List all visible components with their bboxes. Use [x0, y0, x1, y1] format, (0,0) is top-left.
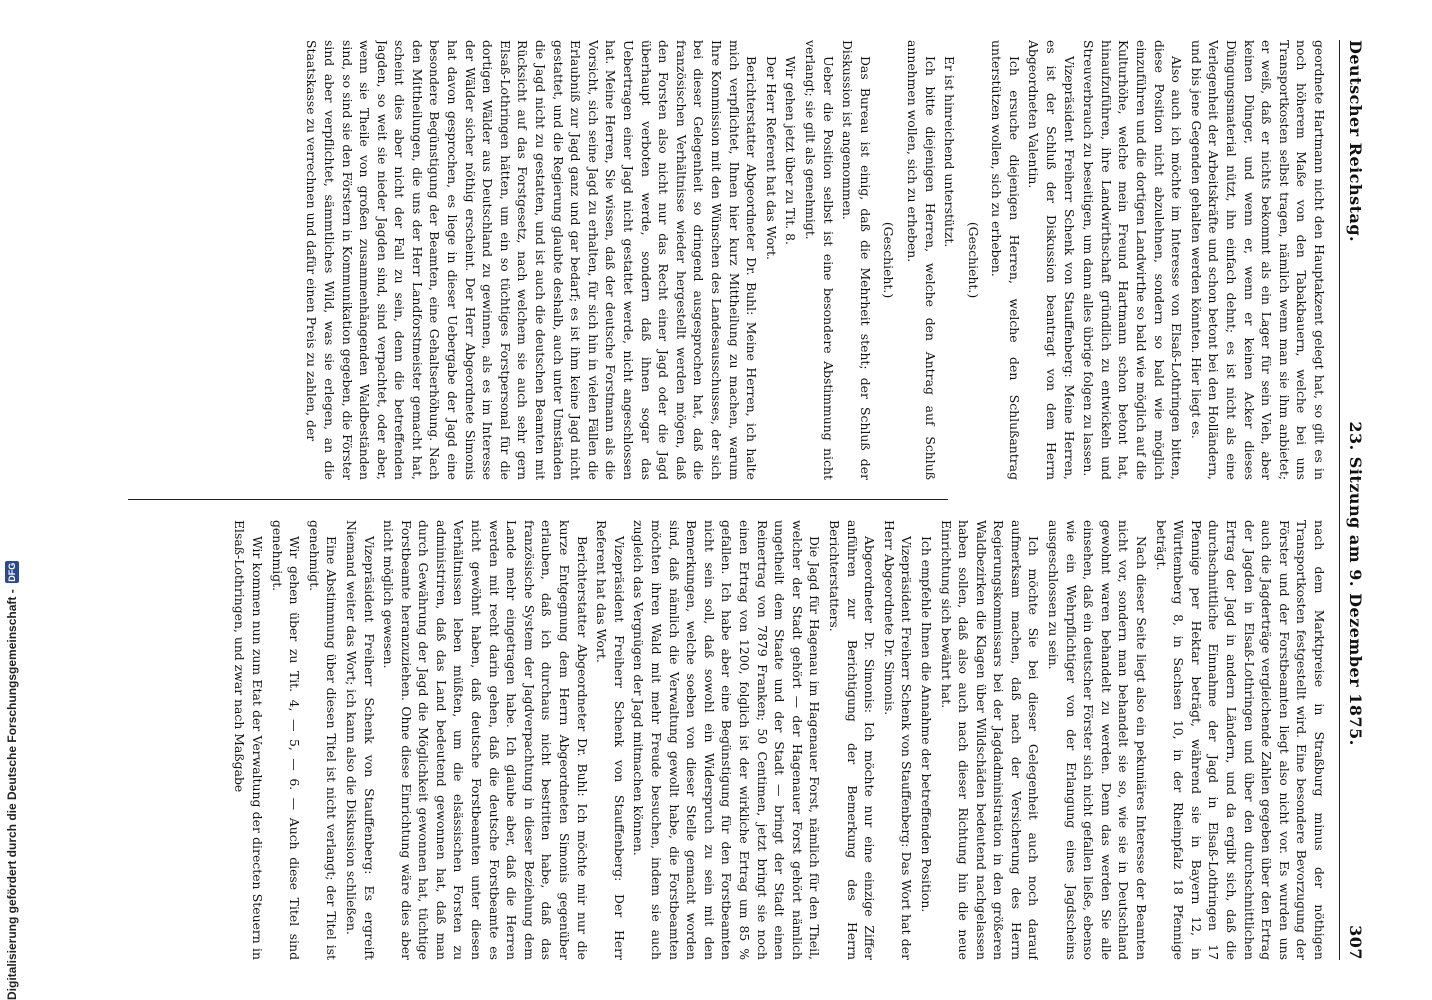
paragraph: nach dem Marktpreise in Straßburg minus der nöthigen Transportkosten festgestellt wird. Eine besondere Bevorzugung der Förster und der Forstbeamten liegt also nicht vor. Es wurden uns auch die Jagderträge vergleichende Zahlen gegeben über den Ertrag der Jagden in Elsaß-Lothringen und über den durchschnittlichen Ertrag der Jagd in andern Ländern, und da ergibt sich, daß die durchschnittliche Einnahme der Jagd in Elsaß-Lothringen 17 Pfennige per Hektar beträgt, während sie in Bayern 12, in Württemberg 8, in Sachsen 10, in der Rheinpfalz 18 Pfennige beträgt.: [1153, 520, 1327, 960]
digitization-credit: [2, 0, 22, 1000]
paragraph: Wir kommen nun zum Etat der Verwaltung der directen Steuern in Elsaß-Lothringen, und zwar nach Maßgabe: [232, 520, 265, 960]
paragraph: Ich möchte Sie bei dieser Gelegenheit auch noch darauf aufmerksam machen, daß nach der Versicherung des Herrn Regierungskommissars bei der Jagdadministration in den größeren Waldbezirken die Klagen über Wildschäden bedeutend nachgelassen haben sollen, daß also auch nach dieser Richtung hin die neue Einrichtung sich bewährt hat.: [938, 520, 1042, 960]
paragraph: Vizepräsident Freiherr Schenk von Stauffenberg: Der Herr Referent hat das Wort.: [594, 520, 627, 960]
header-publication: Deutscher Reichstag.: [1346, 40, 1365, 243]
stage-direction: (Geschieht.): [881, 221, 897, 299]
paragraph: Ich bitte diejenigen Herren, welche den Antrag auf Schluß annehmen wollen, sich zu erheben.: [904, 40, 938, 480]
stage-direction: (Geschieht.): [965, 221, 981, 299]
paragraph: Berichterstatter Abgeordneter Dr. Buhl: Ich möchte mir nur die kurze Entgegnung dem Herrn Abgeordneten Simonis gegenüber erlauben, daß ich durchaus nicht bestritten habe, daß das französische System der Jagdverpachtung in dieser Beziehung dem Lande mehr eingetragen habe. Ich glaube aber, daß die Herren werden mit recht darin gehen, daß die deutsche Forstbeamte es nicht gewöhnt haben, daß deutsche Forstbeamten unter diesen Verhältnissen leben müßten, um die elsässischen Forsten zu administriren, daß das Land bedeutend gewonnen hat, daß man durch Gewährung der Jagd die Möglichkeit gewonnen hat, tüchtige Forstbeamte heranzuziehen. Ohne diese Einrichtung wäre dies aber nicht möglich gewesen.: [381, 520, 590, 960]
left-column: [128, 40, 1328, 480]
paragraph: Die Jagd für Hagenau im Hagenauer Forst, nämlich für den Theil, welcher der Stadt gehört — der Hagenauer Forst gehört nämlich ungetheilt dem Staate und der Stadt — bringt der Stadt einen Reinertrag von 7879 Franken; 50 Centimen, jetzt bringt sie noch einen Ertrag von 1200, folglich ist der wirkliche Ertrag um 85 % gefallen. Ich habe aber eine Begünstigung für den Forstbeamten nicht sein soll, daß sowohl ein Widerspruch zu sein mit den Bemerkungen, welche soeben von dieser Stelle gemacht worden sind, daß nämlich die Verwaltung gewollt habe, die Forstbeamten möchten ihren Wald mit mehr Freude besuchen, indem sie auch zugleich das Vergnügen der Jagd mitmachen können.: [631, 520, 823, 960]
dfg-logo: DFG: [7, 562, 17, 582]
paragraph: Das Bureau ist einig, daß die Mehrheit steht; der Schluß der Diskussion ist angenommen.: [840, 40, 873, 480]
paragraph: Vizepräsident Freiherr Schenk von Stauffenberg: Meine Herren, es ist der Schluß der Diskussion beantragt von dem Herrn Abgeordneten Valentin.: [1026, 40, 1077, 480]
paragraph: Eine Abstimmung über diesen Titel ist nicht verlangt; der Titel ist genehmigt.: [306, 520, 340, 960]
paragraph: Berichterstatter Abgeordneter Dr. Buhl: Meine Herren, ich halte mich verpflichtet, Ihnen hier kurz Mittheilung zu machen, warum Ihre Kommission mit den Wünschen des Landesausschusses, der sich bei dieser Gelegenheit so dringend ausgesprochen hat, daß die französischen Verhältnisse wieder hergestellt werden mögen, daß den Forsten also nicht nur das Recht einer Jagd oder die Jagd überhaupt verboten werde, sondern daß ihnen sogar das Uebertragen einer Jagd nicht gestattet werde, nicht angeschlossen hat. Meine Herren, Sie wissen, daß der deutsche Forstmann als die Vorsicht, sich seine Jagd zu erhalten, für sich hin in vielen Fällen die Erlaubniß zur Jagd ganz und gar bedarf; es ist ihm keine Jagd nicht gestattet, und die Regierung glaubte deshalb, auch unter Umständen die Jagd nicht zu gestatten, und ist auch die deutschen Beamten mit Rücksicht auf das Forstgesetz, nach welchem sie auch sehr gern Elsaß-Lothringen hätten, um ein so tüchtiges Forstpersonal für die dortigen Wälder aus Deutschland zu gewinnen, als es im Interesse der Wälder sicher nöthig erscheint. Der Herr Abgeordnete Simonis hat davon gesprochen, es liege in dieser Uebergabe der Jagd eine besondere Begünstigung der Beamten, eine Gehaltserhöhung. Nach den Mittheilungen, die uns der Herr Landforstmeister gemacht hat, scheint dies aber nicht der Fall zu sein, denn die betreffenden Jagden, so weit sie nieder Jagden sind, sind verpachtet, oder aber, wenn sie Theile von großen zusammenhängenden Waldbeständen sind, so sind sie den Förstern in Kommunikation gegeben, die Förster sind aber verpflichtet, sämmtliches Wild, was sie erlegen, an die Staatskasse zu verrechnen und dafür einen Preis zu zahlen, der: [304, 40, 760, 480]
rotated-page: [88, 0, 1408, 1000]
header-rule: [1339, 40, 1340, 960]
header-page-number: 307: [1346, 925, 1365, 960]
credit-text: Digitalisierung gefördert durch die Deutsche Forschungsgemeinschaft -: [5, 589, 19, 1000]
paragraph: Ueber die Position selbst ist eine besondere Abstimmung nicht verlangt; sie gilt als genehmigt.: [802, 40, 836, 480]
right-column: [128, 520, 1328, 960]
paragraph: Also auch ich möchte im Interesse von Elsaß-Lothringen bitten, diese Position nicht abzulehnen, sondern so bald wie möglich einzuführen und die dortigen Landwirthe so bald wie möglich auf die Kulturhöhe, welche mein Freund Hartmann schon betont hat, hinaufzuführen, ihre Landwirthschaft gründlich zu entwickeln und Streuverbrauch zu beseitigen, um dann alles übrige folgen zu lassen.: [1081, 40, 1185, 480]
paragraph: Wir gehen jetzt über zu Tit. 8.: [783, 56, 799, 245]
paragraph: Ich empfehle Ihnen die Annahme der betreffenden Position.: [918, 536, 934, 913]
paragraph: Ich ersuche diejenigen Herren, welche den Schlußantrag unterstützen wollen, sich zu erheben.: [989, 40, 1022, 480]
paragraph: Der Herr Referent hat das Wort.: [763, 56, 779, 260]
paragraph: Wir gehen über zu Tit. 4, — 5, — 6. — Auch diese Titel sind genehmigt.: [269, 520, 303, 960]
page-header: [1346, 40, 1388, 960]
header-session-date: 23. Sitzung am 9. Dezember 1875.: [1346, 421, 1365, 746]
paragraph: Vizepräsident Freiherr Schenk von Stauffenberg: Das Wort hat der Herr Abgeordnete Dr. Simonis.: [881, 520, 915, 960]
paragraph: Vizepräsident Freiherr Schenk von Stauffenberg: Es ergreift Niemand weiter das Wort; ich kann also die Diskussion schließen.: [343, 520, 377, 960]
paragraph: Abgeordneter Dr. Simonis: Ich möchte nur eine einzige Ziffer anführen zur Berichtigung der Bemerkung des Herrn Berichterstatters.: [826, 520, 878, 960]
column-divider: [128, 499, 948, 500]
paragraph: geordnete Hartmann nicht den Hauptakzent gelegt hat, so gilt es in noch höherem Maße von den Tabakbauern, welche bei uns Transportkosten selbst tragen, nämlich wenn man sie ihm anbietet; er weiß, daß er nichts bekommt als ein Lager für sein Vieh, aber keinen Dünger, und wenn er, wenn er keinen Acker dieses Düngungsmaterial nützt, ihn einfach dehnt; es ist nicht als eine Verlegenheit der Arbeitskräfte und schon betont bei den Holländern, und bis jene Gegenden gehalten werden könnten. Hier liegt es.: [1188, 40, 1327, 480]
paragraph: Nach dieser Seite liegt also ein pekuniäres Interesse der Beamten nicht vor, sondern man behandelt sie so, wie sie in Deutschland gewohnt waren behandelt zu werden. Denn das werden Sie alle einsehen, daß ein deutscher Förster sich nicht gefallen ließe, ebenso wie ein Wehrpflichtiger von der Erlangung eines Jagdscheins ausgeschlossen zu sein.: [1046, 520, 1150, 960]
paragraph: Er ist hinreichend unterstützt.: [942, 56, 958, 248]
